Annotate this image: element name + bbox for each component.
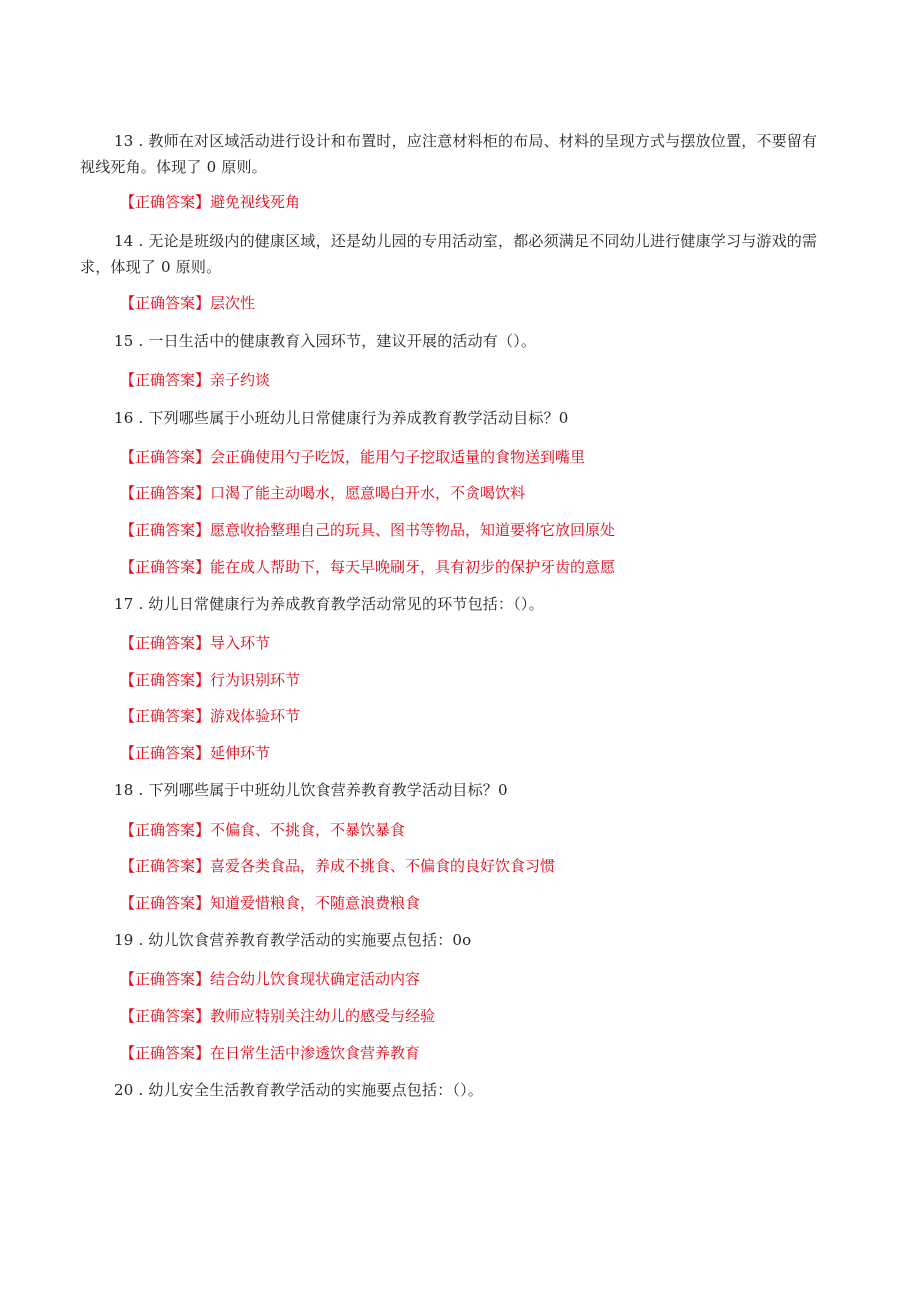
- answer-text: 亲子约谈: [210, 371, 271, 389]
- answer-17-4: [120, 742, 270, 764]
- answer-text: 教师应特别关注幼儿的感受与经验: [210, 1007, 436, 1025]
- answer-15-1: [120, 369, 270, 391]
- answer-label: 【正确答案】: [120, 448, 211, 466]
- question-13: 13 . 教师在对区域活动进行设计和布置时，应注意材料柜的布局、材料的呈现方式与摆放位置，不要留有视线死角。体现了 0 原则。: [80, 132, 818, 176]
- answer-19-1: [120, 968, 420, 990]
- answer-text: 口渴了能主动喝水，愿意喝白开水，不贪喝饮料: [210, 484, 526, 502]
- answer-19-2: [120, 1005, 435, 1027]
- answer-text: 愿意收拾整理自己的玩具、图书等物品，知道要将它放回原处: [210, 521, 616, 539]
- answer-label: 【正确答案】: [120, 857, 211, 875]
- answer-text: 知道爱惜粮食，不随意浪费粮食: [210, 894, 421, 912]
- answer-label: 【正确答案】: [120, 821, 211, 839]
- answer-18-1: [120, 819, 405, 841]
- answer-text: 在日常生活中渗透饮食营养教育: [210, 1044, 421, 1062]
- answer-16-2: [120, 482, 525, 504]
- question-16: 16 . 下列哪些属于小班幼儿日常健康行为养成教育教学活动目标？0: [114, 409, 569, 427]
- answer-label: 【正确答案】: [120, 671, 211, 689]
- answer-label: 【正确答案】: [120, 521, 211, 539]
- answer-text: 能在成人帮助下，每天早晚刷牙，具有初步的保护牙齿的意愿: [210, 558, 616, 576]
- answer-label: 【正确答案】: [120, 294, 211, 312]
- answer-label: 【正确答案】: [120, 634, 211, 652]
- answer-text: 会正确使用勺子吃饭，能用勺子挖取适量的食物送到嘴里: [210, 448, 586, 466]
- answer-text: 游戏体验环节: [210, 707, 301, 725]
- question-17: 17 . 幼儿日常健康行为养成教育教学活动常见的环节包括：（）。: [114, 595, 544, 613]
- answer-18-3: [120, 892, 420, 914]
- answer-text: 导入环节: [210, 634, 271, 652]
- answer-label: 【正确答案】: [120, 744, 211, 762]
- question-20: 20 . 幼儿安全生活教育教学活动的实施要点包括：（）。: [114, 1081, 483, 1099]
- answer-16-4: [120, 556, 615, 578]
- answer-label: 【正确答案】: [120, 484, 211, 502]
- answer-text: 喜爱各类食品，养成不挑食、不偏食的良好饮食习惯: [210, 857, 556, 875]
- question-14: 14 . 无论是班级内的健康区域，还是幼儿园的专用活动室，都必须满足不同幼儿进行健康学习与游戏的需求，体现了 0 原则。: [80, 232, 818, 276]
- question-18: 18 . 下列哪些属于中班幼儿饮食营养教育教学活动目标？0: [114, 781, 508, 799]
- answer-13-1: [120, 191, 300, 213]
- question-15: 15 . 一日生活中的健康教育入园环节，建议开展的活动有（）。: [114, 332, 537, 350]
- answer-text: 延伸环节: [210, 744, 271, 762]
- answer-17-1: [120, 632, 270, 654]
- answer-label: 【正确答案】: [120, 1044, 211, 1062]
- answer-text: 避免视线死角: [210, 193, 301, 211]
- answer-16-1: [120, 446, 585, 468]
- answer-18-2: [120, 855, 555, 877]
- answer-text: 层次性: [210, 294, 256, 312]
- question-19: 19 . 幼儿饮食营养教育教学活动的实施要点包括：0o: [114, 931, 472, 949]
- answer-label: 【正确答案】: [120, 894, 211, 912]
- answer-label: 【正确答案】: [120, 193, 211, 211]
- answer-17-3: [120, 705, 300, 727]
- answer-17-2: [120, 669, 300, 691]
- answer-label: 【正确答案】: [120, 558, 211, 576]
- answer-16-3: [120, 519, 615, 541]
- answer-label: 【正确答案】: [120, 1007, 211, 1025]
- answer-label: 【正确答案】: [120, 371, 211, 389]
- answer-label: 【正确答案】: [120, 707, 211, 725]
- answer-text: 行为识别环节: [210, 671, 301, 689]
- answer-label: 【正确答案】: [120, 970, 211, 988]
- answer-text: 结合幼儿饮食现状确定活动内容: [210, 970, 421, 988]
- answer-14-1: [120, 292, 255, 314]
- answer-19-3: [120, 1042, 420, 1064]
- answer-text: 不偏食、不挑食，不暴饮暴食: [210, 821, 406, 839]
